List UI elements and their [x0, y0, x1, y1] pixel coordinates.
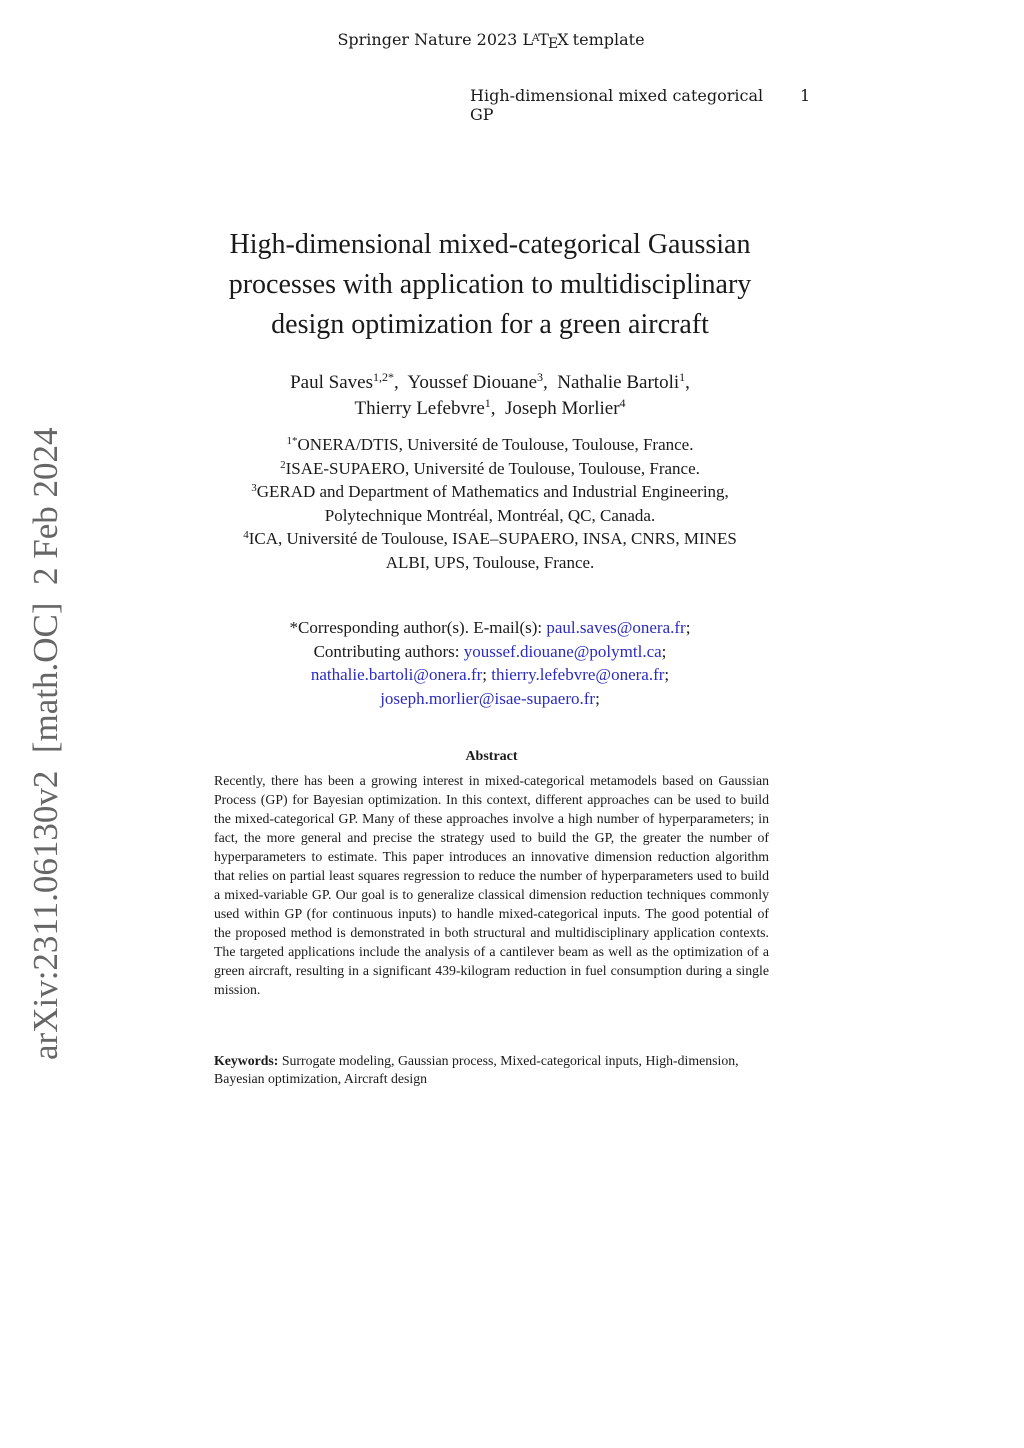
separator: ; — [482, 665, 488, 684]
affiliation-sup: 4 — [243, 529, 249, 541]
affiliation-text: ICA, Université de Toulouse, ISAE–SUPAERO, INSA, CNRS, MINES — [248, 529, 737, 548]
separator: ; — [664, 665, 670, 684]
template-prefix: Springer Nature 2023 — [337, 30, 523, 49]
affiliation-text: GERAD and Department of Mathematics and Industrial Engineering, — [256, 482, 729, 501]
latex-logo — [522, 30, 568, 52]
affiliation-continued: Polytechnique Montréal, Montréal, QC, Canada. — [324, 505, 656, 525]
keywords — [214, 1052, 769, 1088]
contributor-email-link[interactable]: thierry.lefebvre@onera.fr — [491, 665, 665, 684]
author-name: Youssef Diouane — [407, 372, 537, 393]
affiliation — [160, 527, 820, 551]
keywords-label: Keywords: — [214, 1053, 279, 1068]
affiliation-sup: 1* — [286, 435, 298, 447]
corresponding-label: *Corresponding author(s). E-mail(s): — [289, 618, 547, 637]
title-line: design optimization for a green aircraft — [271, 309, 709, 340]
affiliation-list — [160, 433, 820, 574]
latex-logo-e: E — [547, 36, 558, 52]
template-notice — [0, 30, 982, 52]
affiliation-sup: 3 — [251, 482, 257, 494]
paper-title — [190, 225, 790, 345]
affiliation-text: ONERA/DTIS, Université de Toulouse, Toulouse, France. — [297, 435, 694, 454]
author-name: Thierry Lefebvre — [354, 398, 485, 419]
author-list — [160, 370, 820, 422]
keywords-text: Surrogate modeling, Gaussian process, Mixed-categorical inputs, High-dimension, Bayesian optimization, Aircraft design — [214, 1053, 739, 1086]
author-line: Thierry Lefebvre$^1$, Joseph Morlier$^4$ — [354, 396, 626, 419]
corresponding-line — [160, 616, 820, 640]
corresponding-email-link[interactable]: paul.saves@onera.fr — [546, 618, 686, 637]
page-number: 1 — [800, 86, 811, 105]
author-name: Paul Saves — [290, 372, 373, 393]
author-name: Nathalie Bartoli — [557, 372, 680, 393]
template-suffix: template — [567, 30, 645, 49]
latex-logo-l: L — [522, 30, 533, 49]
contributing-label: Contributing authors: — [313, 641, 464, 661]
contributor-email-link[interactable]: nathalie.bartoli@onera.fr — [310, 665, 483, 684]
author-affil-sup: 1 — [484, 396, 491, 410]
running-head: High-dimensional mixed categorical GP — [470, 86, 764, 124]
affiliation — [160, 457, 820, 481]
separator: ; — [661, 641, 667, 661]
affiliation-sup: 2 — [280, 458, 286, 471]
abstract-heading: Abstract — [465, 749, 518, 764]
latex-logo-t: T — [538, 30, 548, 49]
author-affil-sup: 3 — [537, 370, 543, 384]
latex-logo-a: A — [532, 33, 539, 44]
affiliation — [160, 480, 820, 504]
contributor-email-link[interactable]: youssef.diouane@polymtl.ca — [463, 641, 662, 661]
contributing-line — [160, 663, 820, 687]
contributing-line — [160, 687, 820, 711]
affiliation — [160, 433, 820, 457]
separator: ; — [685, 618, 691, 637]
author-affil-sup: 4 — [619, 396, 626, 410]
abstract-text: Recently, there has been a growing interest in mixed-categorical metamodels based on Gaussian Process (GP) for Bayesian optimization. In this context, different approaches can be used to build the mixed-categorical GP. Many of these approaches involve a high number of hyperparameters; in fact, the more general and precise the strategy used to build the GP, the greater the number of hyperparameters to estimate. This paper introduces an innovative dimension reduction algorithm that relies on partial least squares regression to reduce the number of hyperparameters used to build a mixed-variable GP. Our goal is to generalize classical dimension reduction techniques commonly used within GP (for continuous inputs) to handle mixed-categorical inputs. The good potential of the proposed method is demonstrated in both structural and multidisciplinary application contexts. The targeted applications include the analysis of a cantilever beam as well as the optimization of a green aircraft, resulting in a significant 439-kilogram reduction in fuel consumption during a single mission. — [214, 773, 769, 997]
contact-block — [160, 616, 820, 710]
author-affil-sup: 1,2* — [372, 370, 394, 384]
title-line: High-dimensional mixed-categorical Gaussian — [229, 229, 751, 260]
contributing-line — [160, 640, 820, 664]
affiliation-text: ISAE-SUPAERO, Université de Toulouse, Toulouse, France. — [285, 458, 700, 478]
author-line: Paul Saves$^{1,2*}$, Youssef Diouane$^3$, Nathalie Bartoli$^1$, — [290, 370, 690, 393]
author-name: Joseph Morlier — [505, 398, 620, 419]
arxiv-stamp[interactable]: arXiv:2311.06130v2 [math.OC] 2 Feb 2024 — [26, 427, 65, 1060]
title-line: processes with application to multidisciplinary — [228, 269, 752, 300]
latex-logo-x: X — [557, 30, 568, 49]
contributor-email-link[interactable]: joseph.morlier@isae-supaero.fr — [380, 688, 596, 708]
author-affil-sup: 1 — [679, 370, 686, 384]
affiliation-continued: ALBI, UPS, Toulouse, France. — [385, 552, 595, 572]
separator: ; — [595, 688, 600, 708]
